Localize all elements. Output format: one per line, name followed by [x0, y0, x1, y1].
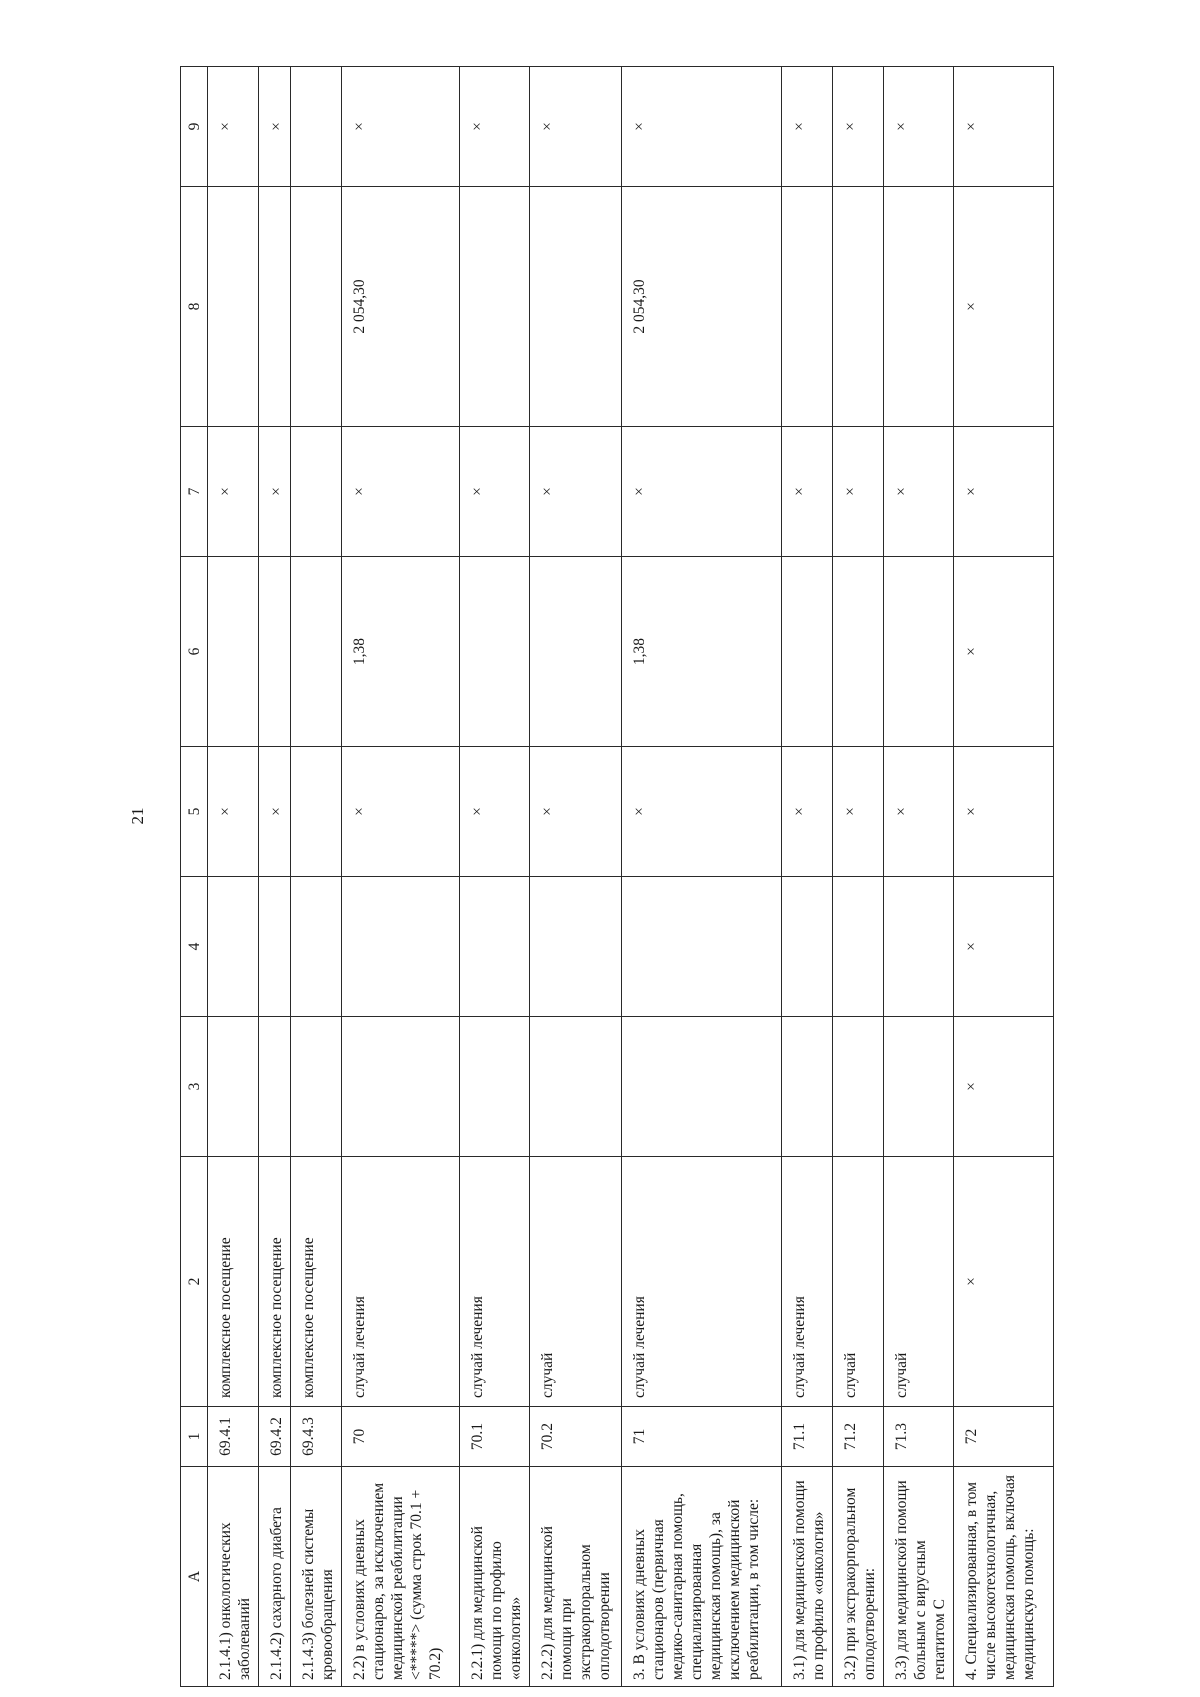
- cell-col-4: [342, 877, 460, 1017]
- header-col-4: 4: [181, 877, 208, 1017]
- cell-col-3: [208, 1017, 259, 1157]
- cell-col-4: [782, 877, 833, 1017]
- cell-col-9: ×: [208, 67, 259, 187]
- cell-col-3: [622, 1017, 782, 1157]
- header-col-8: 8: [181, 187, 208, 427]
- cell-col-8: [884, 187, 954, 427]
- cell-col-5: ×: [833, 747, 884, 877]
- header-col-1: 1: [181, 1407, 208, 1467]
- table-row: [884, 67, 954, 1687]
- row-code: 70.2: [530, 1407, 622, 1467]
- cell-col-8: ×: [954, 187, 1054, 427]
- row-label: 3.1) для медицинской помощи по профилю «онкология»: [782, 1467, 833, 1687]
- header-col-7: 7: [181, 427, 208, 557]
- cell-col-7: ×: [460, 427, 530, 557]
- cell-col-7: ×: [833, 427, 884, 557]
- cell-col-8: 2 054,30: [342, 187, 460, 427]
- row-unit: случай лечения: [342, 1157, 460, 1407]
- header-col-5: 5: [181, 747, 208, 877]
- table-row: [208, 67, 259, 1687]
- cell-col-6: [259, 557, 291, 747]
- cell-col-3: ×: [954, 1017, 1054, 1157]
- row-code: 69.4.2: [259, 1407, 291, 1467]
- row-label: 2.2) в условиях дневных стационаров, за исключением медицинской реабилитации <*****> (сумма строк 70.1 + 70.2): [342, 1467, 460, 1687]
- row-code: 70: [342, 1407, 460, 1467]
- row-unit: комплексное посещение: [291, 1157, 342, 1407]
- row-code: 71.1: [782, 1407, 833, 1467]
- row-unit: случай лечения: [622, 1157, 782, 1407]
- cell-col-8: [833, 187, 884, 427]
- header-col-6: 6: [181, 557, 208, 747]
- cell-col-4: [622, 877, 782, 1017]
- row-label: 2.1.4.1) онкологических заболеваний: [208, 1467, 259, 1687]
- cell-col-9: ×: [460, 67, 530, 187]
- row-unit: случай лечения: [782, 1157, 833, 1407]
- cell-col-9: ×: [954, 67, 1054, 187]
- row-label: 2.1.4.3) болезней системы кровообращения: [291, 1467, 342, 1687]
- cell-col-3: [460, 1017, 530, 1157]
- cell-col-7: ×: [259, 427, 291, 557]
- row-label: 3.2) при экстракорпоральном оплодотворении:: [833, 1467, 884, 1687]
- cell-col-5: ×: [259, 747, 291, 877]
- cell-col-3: [884, 1017, 954, 1157]
- row-label: 2.1.4.2) сахарного диабета: [259, 1467, 291, 1687]
- cell-col-8: [460, 187, 530, 427]
- cell-col-3: [782, 1017, 833, 1157]
- row-label: 2.2.2) для медицинской помощи при экстракорпоральном оплодотворении: [530, 1467, 622, 1687]
- rotated-page: [180, 67, 1040, 1687]
- table-row: [782, 67, 833, 1687]
- table-row: [954, 67, 1054, 1687]
- cell-col-7: ×: [208, 427, 259, 557]
- cell-col-8: [208, 187, 259, 427]
- cell-col-6: [530, 557, 622, 747]
- table-row: [460, 67, 530, 1687]
- header-col-2: 2: [181, 1157, 208, 1407]
- cell-col-9: ×: [622, 67, 782, 187]
- cell-col-9: ×: [833, 67, 884, 187]
- cell-col-5: ×: [622, 747, 782, 877]
- cell-col-6: [460, 557, 530, 747]
- cell-col-9: [291, 67, 342, 187]
- header-col-9: 9: [181, 67, 208, 187]
- cell-col-4: [291, 877, 342, 1017]
- table-row: [833, 67, 884, 1687]
- cell-col-6: [833, 557, 884, 747]
- cell-col-7: ×: [342, 427, 460, 557]
- cell-col-4: [884, 877, 954, 1017]
- row-label: 3. В условиях дневных стационаров (первичная медико-санитарная помощь, специализированная медицинская помощь), за исключением медицинской реабилитации, в том числе:: [622, 1467, 782, 1687]
- header-col-3: 3: [181, 1017, 208, 1157]
- cell-col-6: [782, 557, 833, 747]
- cell-col-5: ×: [954, 747, 1054, 877]
- cell-col-6: [884, 557, 954, 747]
- cell-col-9: ×: [884, 67, 954, 187]
- table-row: [291, 67, 342, 1687]
- cell-col-3: [291, 1017, 342, 1157]
- row-unit: ×: [954, 1157, 1054, 1407]
- cell-col-4: [833, 877, 884, 1017]
- row-unit: случай: [530, 1157, 622, 1407]
- row-code: 72: [954, 1407, 1054, 1467]
- header-col-a: А: [181, 1467, 208, 1687]
- financing-table: [180, 66, 1054, 1687]
- table-row: [622, 67, 782, 1687]
- cell-col-3: [833, 1017, 884, 1157]
- cell-col-7: ×: [884, 427, 954, 557]
- row-unit: комплексное посещение: [259, 1157, 291, 1407]
- cell-col-3: [259, 1017, 291, 1157]
- row-unit: случай: [884, 1157, 954, 1407]
- cell-col-4: [460, 877, 530, 1017]
- row-code: 71: [622, 1407, 782, 1467]
- row-unit: случай лечения: [460, 1157, 530, 1407]
- cell-col-4: [208, 877, 259, 1017]
- row-code: 69.4.1: [208, 1407, 259, 1467]
- cell-col-4: ×: [954, 877, 1054, 1017]
- row-code: 71.3: [884, 1407, 954, 1467]
- row-unit: случай: [833, 1157, 884, 1407]
- cell-col-6: [208, 557, 259, 747]
- table-row: [342, 67, 460, 1687]
- cell-col-3: [342, 1017, 460, 1157]
- cell-col-6: 1,38: [622, 557, 782, 747]
- cell-col-7: ×: [782, 427, 833, 557]
- cell-col-7: [291, 427, 342, 557]
- cell-col-5: ×: [782, 747, 833, 877]
- cell-col-5: ×: [530, 747, 622, 877]
- table-header-row: [181, 67, 208, 1687]
- cell-col-3: [530, 1017, 622, 1157]
- row-code: 70.1: [460, 1407, 530, 1467]
- cell-col-8: [530, 187, 622, 427]
- row-unit: комплексное посещение: [208, 1157, 259, 1407]
- cell-col-8: 2 054,30: [622, 187, 782, 427]
- table-row: [530, 67, 622, 1687]
- cell-col-7: ×: [530, 427, 622, 557]
- row-label: 2.2.1) для медицинской помощи по профилю «онкология»: [460, 1467, 530, 1687]
- row-code: 71.2: [833, 1407, 884, 1467]
- cell-col-9: ×: [342, 67, 460, 187]
- cell-col-8: [291, 187, 342, 427]
- cell-col-9: ×: [530, 67, 622, 187]
- row-label: 3.3) для медицинской помощи больным с вирусным гепатитом С: [884, 1467, 954, 1687]
- cell-col-6: 1,38: [342, 557, 460, 747]
- cell-col-5: ×: [460, 747, 530, 877]
- cell-col-6: ×: [954, 557, 1054, 747]
- cell-col-5: ×: [342, 747, 460, 877]
- cell-col-7: ×: [954, 427, 1054, 557]
- cell-col-8: [259, 187, 291, 427]
- page-number: 21: [128, 807, 147, 825]
- cell-col-6: [291, 557, 342, 747]
- cell-col-9: ×: [259, 67, 291, 187]
- cell-col-5: [291, 747, 342, 877]
- cell-col-7: ×: [622, 427, 782, 557]
- row-label: 4. Специализированная, в том числе высокотехнологичная, медицинская помощь, включая медицинскую помощь:: [954, 1467, 1054, 1687]
- table-row: [259, 67, 291, 1687]
- cell-col-5: ×: [208, 747, 259, 877]
- cell-col-8: [782, 187, 833, 427]
- row-code: 69.4.3: [291, 1407, 342, 1467]
- cell-col-4: [530, 877, 622, 1017]
- cell-col-5: ×: [884, 747, 954, 877]
- cell-col-4: [259, 877, 291, 1017]
- cell-col-9: ×: [782, 67, 833, 187]
